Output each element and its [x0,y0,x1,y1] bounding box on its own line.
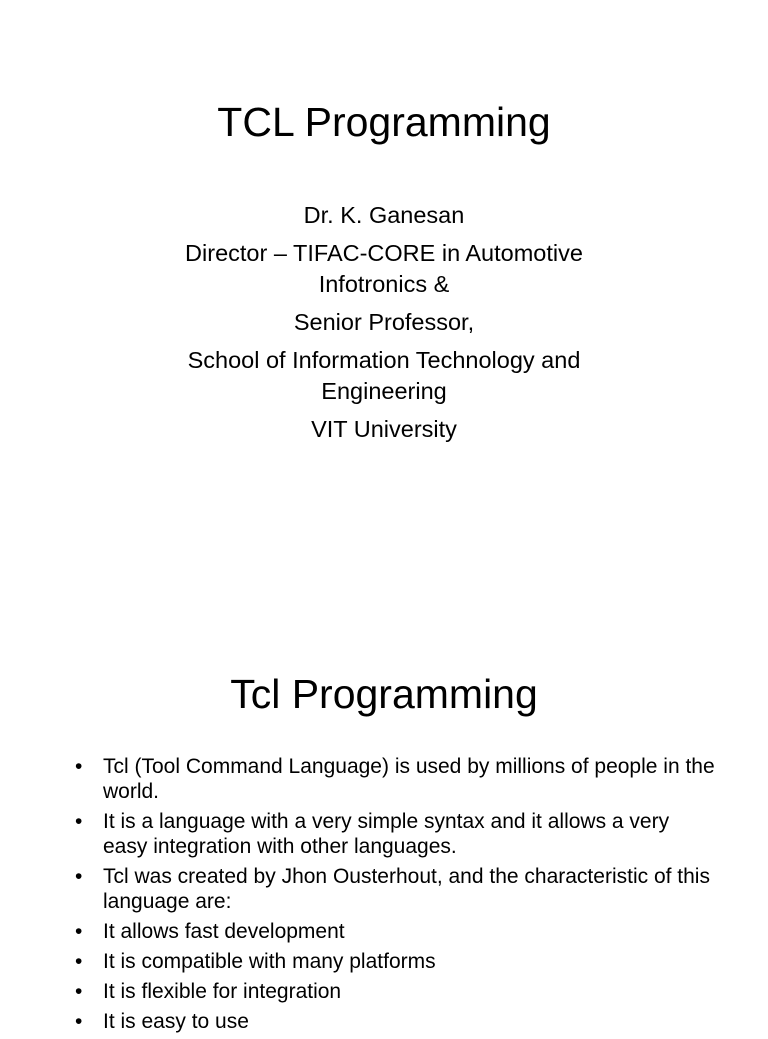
list-item-text: Tcl (Tool Command Language) is used by millions of people in the world. [103,755,715,803]
list-item [75,754,715,804]
list-item [75,919,715,944]
bullet-icon: • [75,980,83,1003]
slide-title: TCL Programming [217,99,551,145]
author-title: Senior Professor, [293,309,475,335]
author-name: Dr. K. Ganesan [303,202,465,228]
content-slide [0,640,768,1033]
list-item-text: It is a language with a very simple syntax and it allows a very easy integration with other languages. [103,810,670,858]
bullet-icon: • [75,810,83,833]
list-item [75,979,715,1004]
list-item [75,1009,715,1034]
list-item [75,864,715,914]
bullet-icon: • [75,755,83,778]
list-item-text: Tcl was created by Jhon Ousterhout, and the characteristic of this language are: [103,865,710,913]
list-item-text: It is flexible for integration [103,980,342,1003]
author-position: Director – TIFAC-CORE in Automotive Infotronics & [185,240,583,297]
bullet-icon: • [75,950,83,973]
bullet-list [75,754,715,1039]
author-block [134,200,634,452]
slide-title: Tcl Programming [230,671,538,717]
bullet-icon: • [75,1010,83,1033]
author-school: School of Information Technology and Engineering [187,347,581,404]
bullet-icon: • [75,920,83,943]
author-university: VIT University [311,416,457,442]
list-item [75,949,715,974]
list-item-text: It is easy to use [103,1010,249,1033]
bullet-icon: • [75,865,83,888]
list-item [75,809,715,859]
list-item-text: It is compatible with many platforms [103,950,436,973]
list-item-text: It allows fast development [103,920,345,943]
